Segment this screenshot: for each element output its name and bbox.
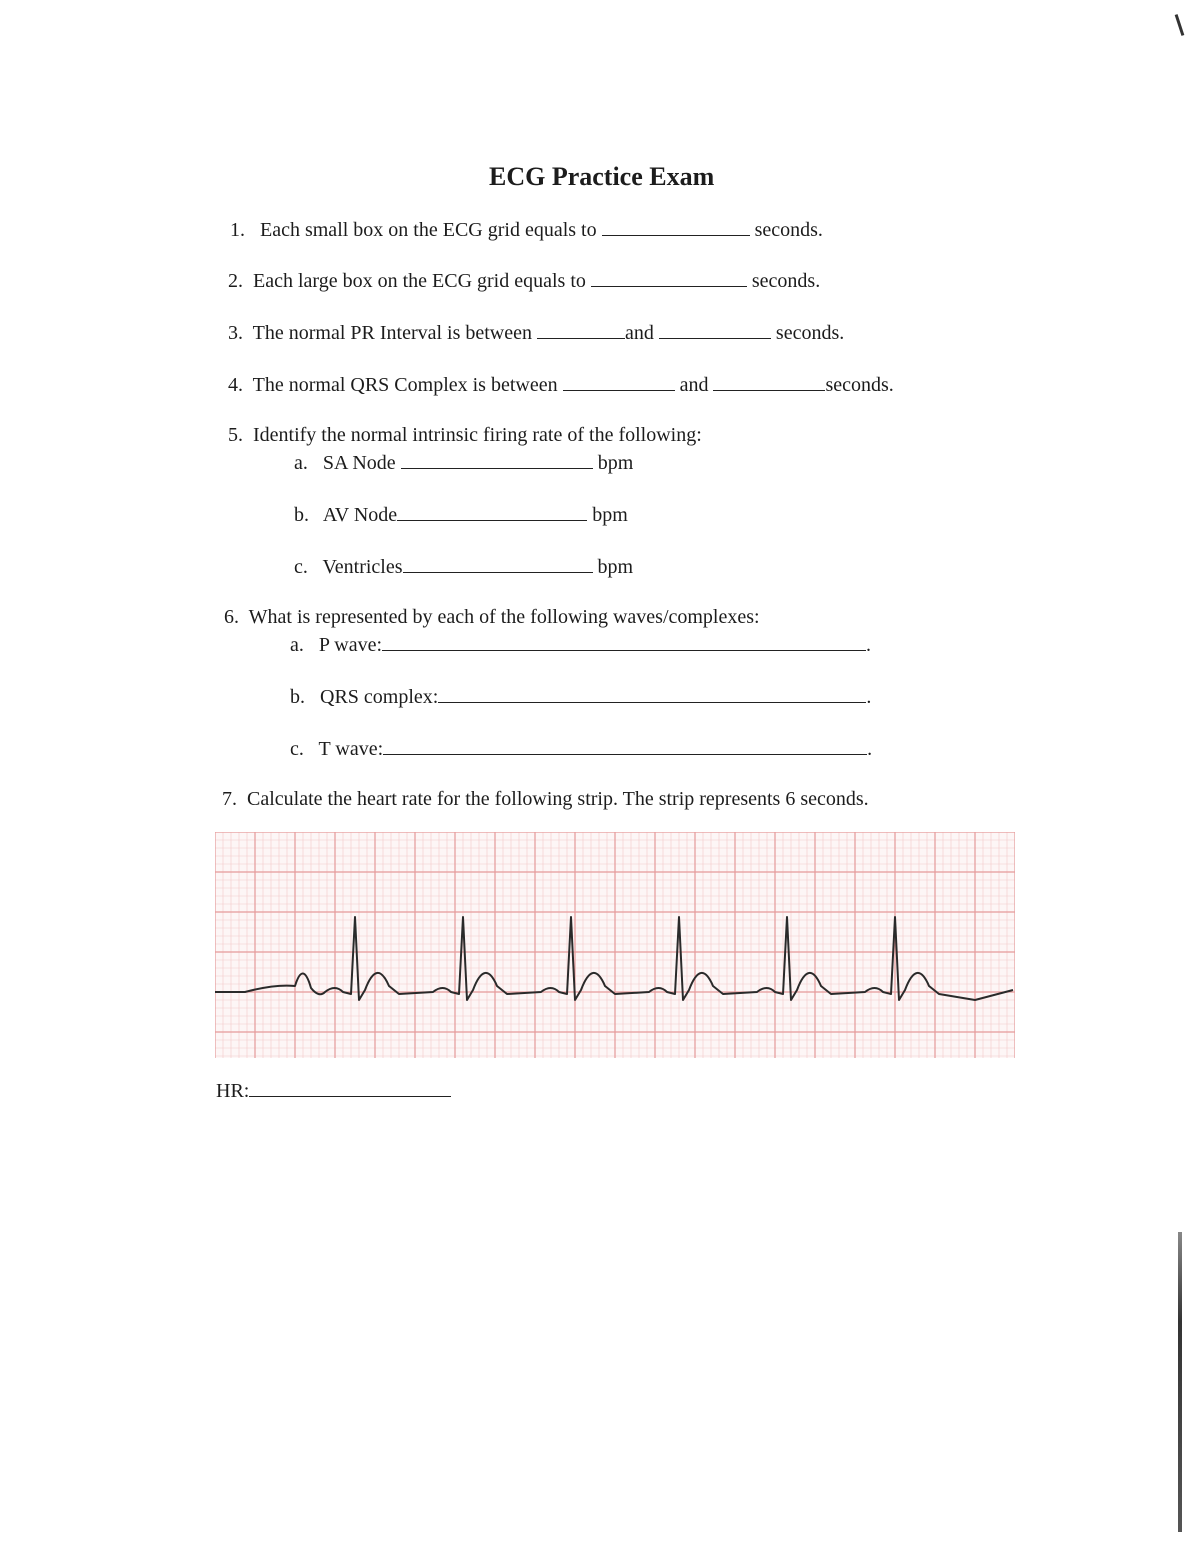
item-letter: b. bbox=[294, 504, 309, 526]
answer-blank-low[interactable] bbox=[563, 372, 675, 391]
question-number: 3. bbox=[228, 322, 243, 344]
unit-label: bpm bbox=[597, 556, 634, 578]
answer-blank[interactable] bbox=[602, 217, 750, 236]
unit-label: seconds. bbox=[751, 270, 821, 292]
hr-answer-blank[interactable] bbox=[249, 1078, 451, 1097]
end-period: . bbox=[866, 634, 872, 656]
heart-rate-answer bbox=[216, 1078, 451, 1103]
question-text: The normal QRS Complex is between bbox=[252, 374, 558, 396]
answer-blank[interactable] bbox=[403, 554, 593, 573]
question-text: Each small box on the ECG grid equals to bbox=[260, 219, 597, 241]
answer-blank[interactable] bbox=[397, 502, 587, 521]
question-7 bbox=[222, 788, 869, 811]
item-label: T wave: bbox=[318, 738, 384, 760]
item-label: Ventricles bbox=[322, 556, 403, 578]
item-letter: c. bbox=[290, 738, 304, 760]
answer-blank[interactable] bbox=[591, 268, 747, 287]
ecg-rhythm-strip bbox=[215, 832, 1015, 1058]
unit-label: seconds. bbox=[775, 322, 845, 344]
question-5c bbox=[294, 554, 633, 579]
answer-blank[interactable] bbox=[438, 684, 866, 703]
question-text: What is represented by each of the following waves/complexes: bbox=[248, 606, 760, 628]
question-text: The normal PR Interval is between bbox=[252, 322, 533, 344]
item-label: AV Node bbox=[322, 504, 398, 526]
question-5 bbox=[228, 424, 702, 447]
question-text: Identify the normal intrinsic firing rate of the following: bbox=[253, 424, 702, 446]
item-letter: a. bbox=[294, 452, 308, 474]
question-6c bbox=[290, 736, 872, 761]
question-1 bbox=[230, 217, 823, 242]
question-number: 1. bbox=[230, 219, 245, 241]
question-6b bbox=[290, 684, 871, 709]
scan-artifact-mark bbox=[1175, 14, 1185, 36]
question-5a bbox=[294, 450, 633, 475]
end-period: . bbox=[867, 738, 873, 760]
question-text: Each large box on the ECG grid equals to bbox=[253, 270, 586, 292]
answer-blank-high[interactable] bbox=[713, 372, 825, 391]
question-number: 7. bbox=[222, 788, 237, 810]
question-number: 4. bbox=[228, 374, 243, 396]
answer-blank[interactable] bbox=[401, 450, 593, 469]
unit-label: seconds. bbox=[825, 374, 894, 396]
question-2 bbox=[228, 268, 820, 293]
hr-label: HR: bbox=[216, 1080, 250, 1102]
end-period: . bbox=[866, 686, 872, 708]
question-number: 5. bbox=[228, 424, 243, 446]
page-title: ECG Practice Exam bbox=[489, 162, 715, 191]
answer-blank[interactable] bbox=[383, 736, 867, 755]
question-6a bbox=[290, 632, 871, 657]
item-letter: a. bbox=[290, 634, 304, 656]
unit-label: bpm bbox=[597, 452, 634, 474]
question-3 bbox=[228, 320, 844, 345]
answer-blank[interactable] bbox=[382, 632, 866, 651]
question-number: 2. bbox=[228, 270, 243, 292]
question-5b bbox=[294, 502, 628, 527]
item-letter: b. bbox=[290, 686, 305, 708]
item-letter: c. bbox=[294, 556, 308, 578]
answer-blank-high[interactable] bbox=[659, 320, 771, 339]
ecg-major-grid bbox=[215, 832, 1015, 1058]
unit-label: bpm bbox=[592, 504, 628, 526]
item-label: SA Node bbox=[322, 452, 396, 474]
scan-edge-artifact bbox=[1178, 1232, 1182, 1532]
answer-blank-low[interactable] bbox=[537, 320, 625, 339]
question-4 bbox=[228, 372, 894, 397]
question-number: 6. bbox=[224, 606, 239, 628]
and-label: and bbox=[679, 374, 709, 396]
unit-label: seconds. bbox=[754, 219, 823, 241]
question-6 bbox=[224, 606, 760, 629]
item-label: QRS complex: bbox=[320, 686, 439, 708]
question-text: Calculate the heart rate for the following strip. The strip represents 6 seconds. bbox=[247, 788, 869, 810]
item-label: P wave: bbox=[318, 634, 383, 656]
and-label: and bbox=[625, 322, 654, 344]
